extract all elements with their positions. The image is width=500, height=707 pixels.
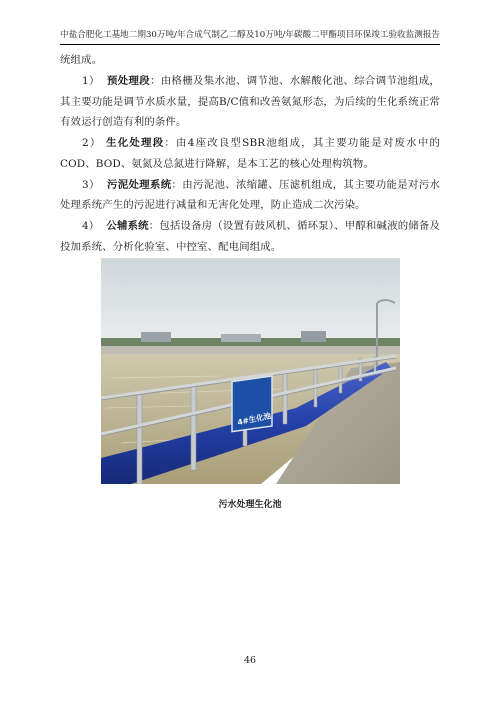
item-text: ：包括设备房（设置有鼓风机、循环泵）、甲醇和碱液的储备及投加系统、分析化验室、中控室、配电间组成。 [60, 220, 441, 253]
figure-caption: 污水处理生化池 [218, 500, 282, 510]
body-text [60, 50, 440, 257]
distant-building [141, 332, 171, 342]
sign-text: 4#生化池 [236, 411, 272, 427]
item-term: 公辅系统 [106, 220, 149, 232]
item-number: 1） [82, 75, 100, 87]
page-header: 中盐合肥化工基地二期30万吨/年合成气制乙二醇及10万吨/年碳酸二甲酯项目环保竣工验收监测报告 [60, 30, 441, 40]
tank-photo [101, 258, 400, 484]
list-item-biochemical [60, 133, 440, 174]
list-item-pretreatment [60, 71, 440, 133]
item-term: 污泥处理系统 [107, 178, 172, 191]
page-number: 46 [243, 655, 257, 666]
list-item-sludge [60, 175, 440, 216]
item-number: 2） [82, 137, 102, 149]
distant-building [301, 331, 326, 342]
tank-sign [232, 376, 272, 432]
item-text: ：由污泥池、浓缩罐、压滤机组成，其主要功能是对污水处理系统产生的污泥进行减量和无害化处理，防止造成二次污染。 [60, 178, 440, 211]
intro-line: 统组成。 [60, 54, 103, 66]
item-term: 生化处理段 [106, 137, 165, 149]
list-item-auxiliary [60, 216, 440, 257]
distant-building [221, 334, 261, 342]
item-number: 3） [82, 178, 100, 191]
item-text: ：由4座改良型SBR池组成，其主要功能是对废水中的COD、BOD、氨氮及总氮进行降解，是本工艺的核心处理构筑物。 [60, 137, 441, 170]
far-tank-wall [101, 346, 400, 354]
item-text: ：由格栅及集水池、调节池、水解酸化池、综合调节池组成，其主要功能是调节水质水量，提高B/C值和改善氨氮形态，为后续的生化系统正常有效运行创造有利的条件。 [60, 75, 440, 128]
tank-photo-illustration [101, 258, 400, 484]
item-number: 4） [82, 220, 100, 232]
item-term: 预处理段 [107, 75, 151, 87]
header-rule [60, 44, 440, 45]
